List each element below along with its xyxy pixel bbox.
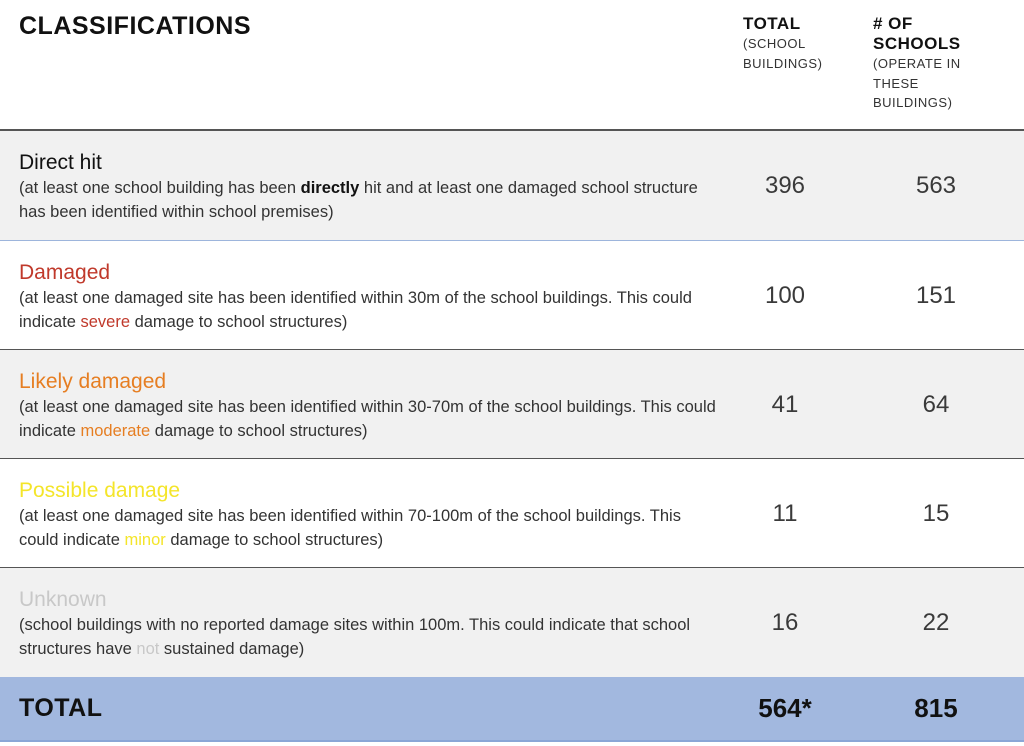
total-buildings-value: 564*: [758, 693, 812, 723]
row-schools-value: 22: [922, 609, 950, 636]
table-row: [0, 241, 1024, 350]
desc-emphasis: directly: [300, 179, 360, 197]
header-total-sub-line: BUILDINGS): [743, 55, 823, 71]
desc-text: (at least one damaged site has been identified within 30m of the school buildings. This could indicate: [19, 289, 692, 331]
table-header: [0, 0, 1024, 130]
table-bottom-border: [0, 740, 1024, 742]
header-total-sub-line: (SCHOOL: [743, 36, 806, 51]
table-row: [0, 350, 1024, 459]
header-schools-label: SCHOOLS: [873, 34, 961, 53]
header-total-column: [743, 14, 853, 73]
row-total-value: 41: [771, 391, 799, 418]
total-row: [0, 677, 1024, 740]
row-total-value: 16: [771, 609, 799, 636]
row-label: Damaged: [19, 261, 111, 284]
desc-emphasis: minor: [124, 531, 166, 549]
total-label: TOTAL: [19, 694, 103, 722]
desc-text: (at least one damaged site has been identified within 70-100m of the school buildings. This could indicate: [19, 507, 681, 549]
table-row: [0, 459, 1024, 568]
row-schools-value: 563: [915, 172, 957, 199]
desc-emphasis: moderate: [80, 422, 151, 440]
row-schools-value: 151: [915, 282, 957, 309]
header-schools-column: [873, 14, 1003, 113]
row-schools-value: 64: [922, 391, 950, 418]
header-schools-sub-line: BUILDINGS): [873, 95, 953, 110]
table-row: [0, 568, 1024, 677]
row-description: [19, 286, 719, 334]
table-row: [0, 131, 1024, 240]
header-title: CLASSIFICATIONS: [19, 12, 252, 40]
row-description: [19, 395, 719, 443]
row-description: [19, 504, 719, 552]
header-schools-sub-line: THESE: [873, 75, 919, 91]
desc-text: damage to school structures): [165, 531, 384, 549]
desc-text: hit and at least one damaged school structure has been identified within school premises): [19, 179, 698, 221]
header-total-label: TOTAL: [743, 14, 801, 33]
row-description: [19, 613, 719, 661]
row-label: Possible damage: [19, 479, 181, 502]
row-total-value: 396: [764, 172, 806, 199]
row-label: Likely damaged: [19, 370, 167, 393]
desc-text: (school buildings with no reported damage sites within 100m. This could indicate that school structures have: [19, 616, 691, 658]
row-total-value: 11: [772, 500, 798, 527]
header-schools-label: # OF: [873, 14, 913, 33]
header-schools-sub-line: (OPERATE IN: [873, 56, 961, 71]
row-description: [19, 176, 719, 224]
total-schools-value: 815: [914, 693, 958, 723]
desc-emphasis: not: [136, 640, 160, 658]
row-schools-value: 15: [922, 500, 950, 527]
desc-text: (at least one damaged site has been identified within 30-70m of the school buildings. This could indicate: [19, 398, 716, 440]
desc-text: sustained damage): [159, 640, 305, 658]
desc-text: (at least one school building has been: [19, 179, 301, 197]
desc-text: damage to school structures): [130, 313, 348, 331]
desc-emphasis: severe: [80, 313, 130, 331]
row-label: Direct hit: [19, 151, 102, 174]
desc-text: damage to school structures): [150, 422, 368, 440]
row-label: Unknown: [19, 588, 107, 611]
row-total-value: 100: [764, 282, 806, 309]
